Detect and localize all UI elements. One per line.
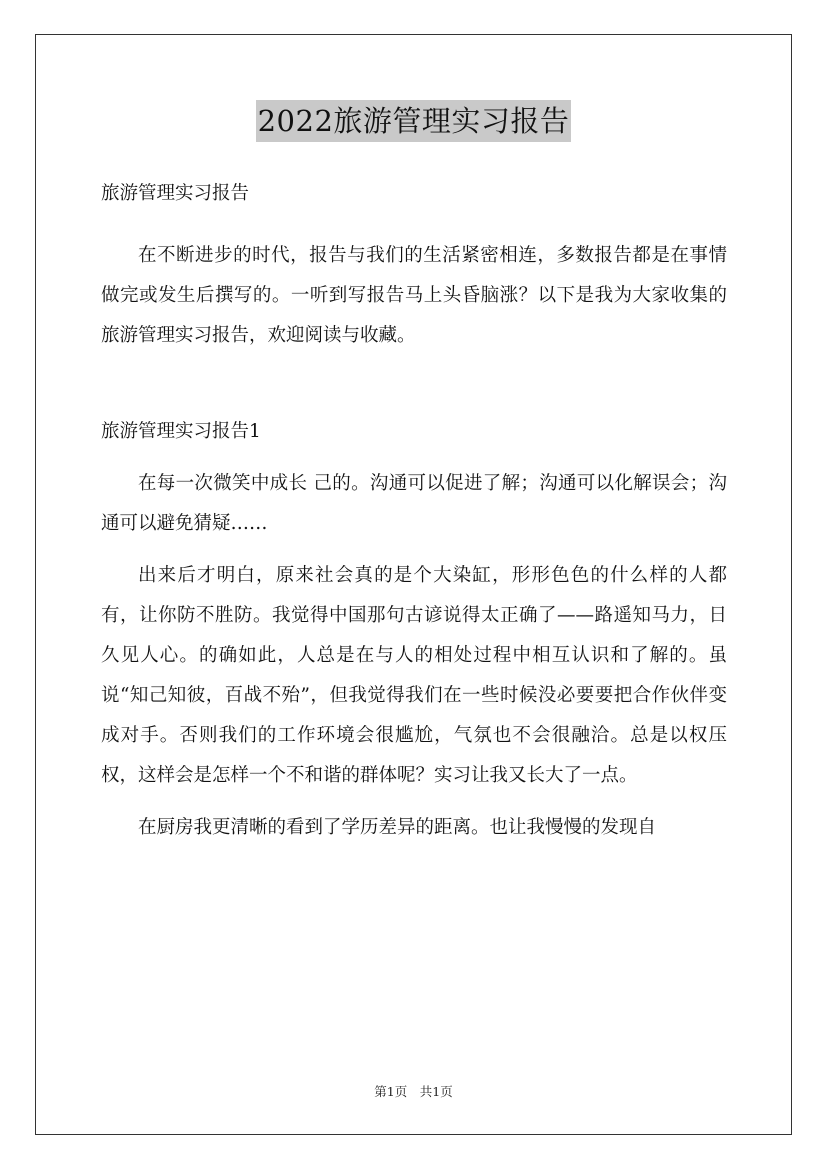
spacer — [101, 544, 727, 556]
document-title: 2022旅游管理实习报告 — [256, 100, 572, 142]
spacer — [101, 452, 727, 464]
page-number: 第1页 共1页 — [374, 1084, 453, 1099]
section-heading: 旅游管理实习报告1 — [101, 421, 261, 442]
spacer — [101, 356, 727, 412]
intro-heading: 旅游管理实习报告 — [101, 183, 250, 204]
body-paragraph: 在厨房我更清晰的看到了学历差异的距离。也让我慢慢的发现自 — [138, 817, 657, 838]
body-paragraph: 在每一次微笑中成长 己的。沟通可以促进了解；沟通可以化解误会；沟通可以避免猜疑…… — [101, 473, 727, 534]
title-container — [0, 100, 827, 142]
spacer — [101, 796, 727, 808]
body-paragraph: 出来后才明白，原来社会真的是个大染缸，形形色色的什么样的人都有，让你防不胜防。我觉得中国那句古谚说得太正确了——路遥知马力，日久见人心。的确如此，人总是在与人的相处过程中相互认识和了解的。虽说“知己知彼，百战不殆”，但我觉得我们在一些时候没必要要把合作伙伴变成对手。否则我们的工作环境会很尴尬，气氛也不会很融洽。总是以权压权，这样会是怎样一个不和谐的群体呢？实习让我又长大了一点。 — [101, 565, 727, 786]
document-body — [101, 174, 727, 848]
spacer — [101, 214, 727, 236]
intro-paragraph: 在不断进步的时代，报告与我们的生活紧密相连，多数报告都是在事情做完或发生后撰写的。一听到写报告马上头昏脑涨？以下是我为大家收集的旅游管理实习报告，欢迎阅读与收藏。 — [101, 245, 727, 346]
